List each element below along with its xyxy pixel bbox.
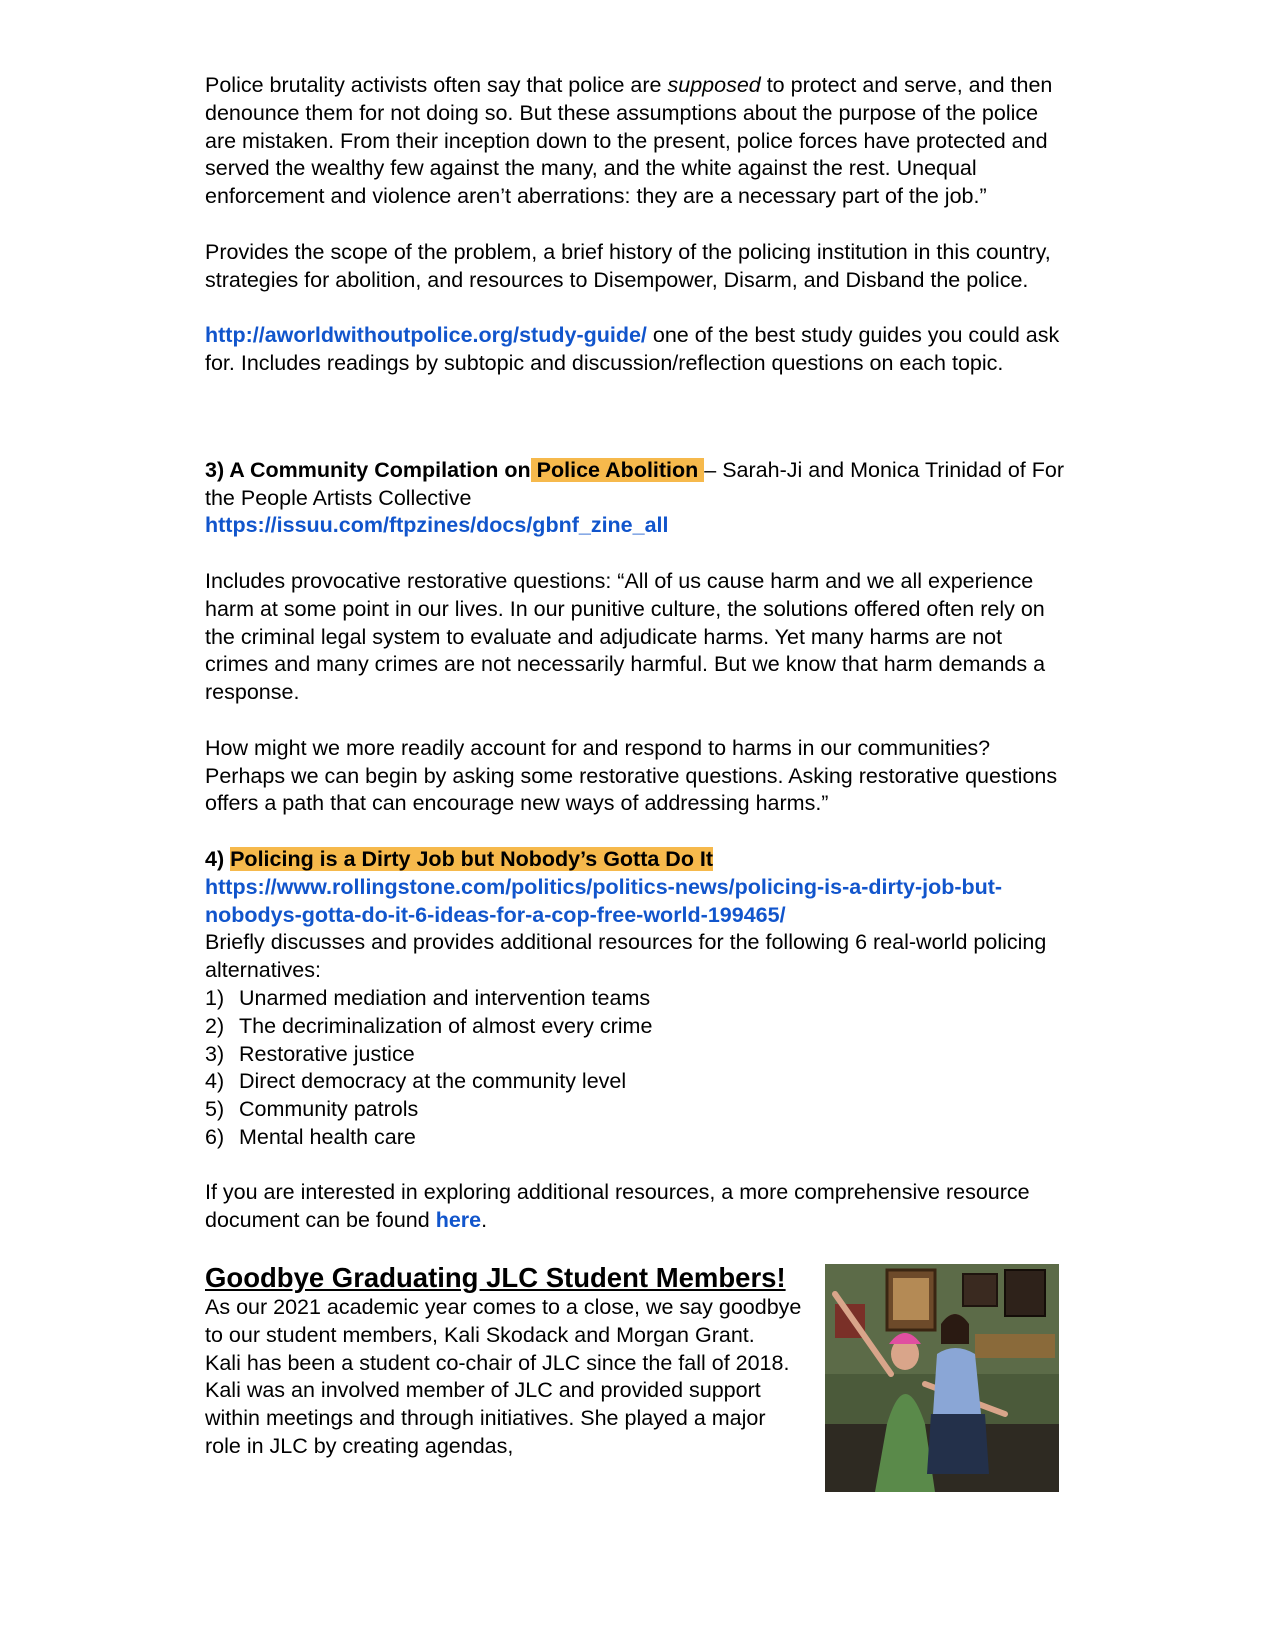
restorative-quote-2: How might we more readily account for and respond to harms in our communities? Perhaps we can begin by asking some restorative questions. Asking restorative questions offers a path that can encourage new ways of addressing harms.” (205, 735, 1058, 816)
list-item: 3) Restorative justice (205, 1041, 415, 1066)
list-item: 4) Direct democracy at the community level (205, 1069, 627, 1094)
study-guide-paragraph: http://aworldwithoutpolice.org/study-guide/ one of the best study guides you could ask for. Includes readings by subtopic and discussion/reflection questions on each topic. (205, 323, 1060, 375)
graduating-section (205, 1262, 1065, 1522)
graduates-photo (825, 1264, 1059, 1492)
document-page (205, 72, 1065, 1522)
item3-title: 3) A Community Compilation on Police Abolition – Sarah-Ji and Monica Trinidad of For the People Artists Collective (205, 457, 1064, 510)
item4-link-line (205, 874, 1065, 930)
more-resources-paragraph: If you are interested in exploring additional resources, a more comprehensive resource document can be found here. (205, 1180, 1030, 1233)
study-guide-link[interactable]: http://aworldwithoutpolice.org/study-guide/ (205, 323, 647, 348)
emphasis-supposed: supposed (667, 73, 761, 97)
restorative-quote-1: Includes provocative restorative questions: “All of us cause harm and we all experience harm at some point in our lives. In our punitive culture, the solutions offered often rely on the criminal legal system to evaluate and adjudicate harms. Yet many harms are not crimes and many crimes are not necessarily harmful. But we know that harm demands a response. (205, 568, 1046, 705)
rollingstone-link[interactable]: https://www.rollingstone.com/politics/politics-news/policing-is-a-dirty-job-but-nobodys-gotta-do-it-6-ideas-for-a-cop-free-world-199465/ (205, 874, 1003, 927)
police-abolition-highlight: Police Abolition (530, 457, 705, 482)
dirty-job-highlight: Policing is a Dirty Job but Nobody’s Gotta Do It (230, 846, 714, 871)
list-item: 2) The decriminalization of almost every crime (205, 1013, 653, 1038)
graduating-heading: Goodbye Graduating JLC Student Members! (205, 1262, 786, 1294)
list-item: 1) Unarmed mediation and intervention teams (205, 985, 651, 1010)
item4-intro: Briefly discusses and provides additional resources for the following 6 real-world policing alternatives: (205, 930, 1047, 983)
graduating-paragraph-1: As our 2021 academic year comes to a close, we say goodbye to our student members, Kali Skodack and Morgan Grant. (205, 1295, 802, 1347)
quote-paragraph: Police brutality activists often say that police are supposed to protect and serve, and then denounce them for not doing so. But these assumptions about the purpose of the police are mistaken. From their inception down to the present, police forces have protected and served the wealthy few against the many, and the white against the rest. Unequal enforcement and violence aren’t aberrations: they are a necessary part of the job.” (205, 73, 1053, 209)
list-item: 6) Mental health care (205, 1124, 416, 1149)
item3-link-line (205, 512, 1065, 540)
item4-title: 4) Policing is a Dirty Job but Nobody’s Gotta Do It (205, 846, 714, 871)
issuu-link[interactable]: https://issuu.com/ftpzines/docs/gbnf_zine_all (205, 513, 669, 538)
graduating-text (205, 1262, 805, 1461)
alternatives-list (205, 985, 1065, 1152)
here-link[interactable]: here (435, 1208, 482, 1233)
graduates-photo-illustration (825, 1264, 1059, 1492)
list-item: 5) Community patrols (205, 1097, 419, 1122)
graduating-paragraph-2: Kali has been a student co-chair of JLC since the fall of 2018. Kali was an involved member of JLC and provided support within meetings and through initiatives. She played a major role in JLC by creating agendas, (205, 1350, 790, 1459)
scope-paragraph: Provides the scope of the problem, a brief history of the policing institution in this country, strategies for abolition, and resources to Disempower, Disarm, and Disband the police. (205, 239, 1051, 292)
